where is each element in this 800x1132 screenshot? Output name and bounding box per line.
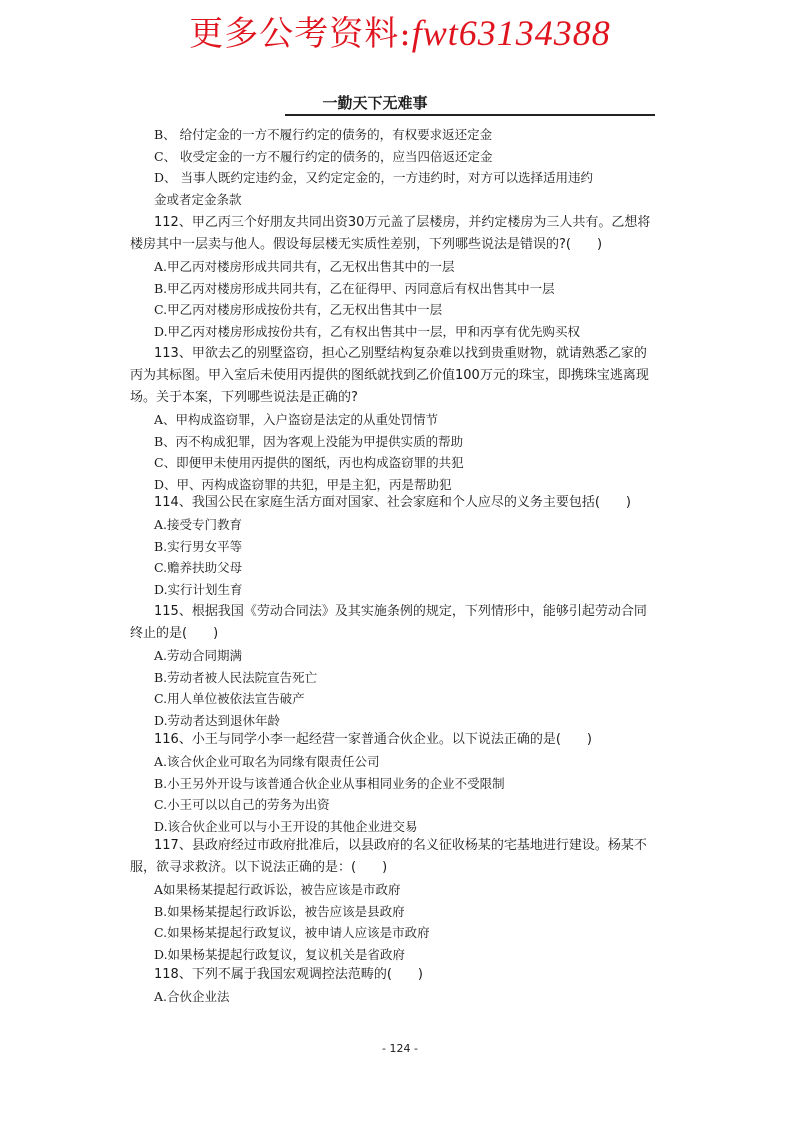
option-d: D.如果杨某提起行政复议，复议机关是省政府 (154, 946, 406, 962)
question-stem: 114、我国公民在家庭生活方面对国家、社会家庭和个人应尽的义务主要包括( ) (154, 495, 631, 510)
question-stem: 113、甲欲去乙的别墅盗窃，担心乙别墅结构复杂难以找到贵重财物，就请熟悉乙家的丙为其标图。甲入室后未使用丙提供的图纸就找到乙价值100万元的珠宝，即携珠宝逃离现场。关于本案，下列哪些说法是正确的? (130, 346, 649, 405)
option-b: B.劳动者被人民法院宣告死亡 (154, 669, 318, 685)
option-a: A.甲乙丙对楼房形成共同共有，乙无权出售其中的一层 (154, 259, 455, 274)
option-c: C、 收受定金的一方不履行约定的债务的，应当四倍返还定金 (154, 148, 493, 164)
option-c: C.用人单位被依法宣告破产 (154, 691, 305, 706)
option-d-continued: 金或者定金条款 (154, 191, 242, 207)
question-117 (130, 835, 655, 965)
question-stem: 118、下列不属于我国宏观调控法范畴的( ) (154, 967, 423, 982)
question-stem: 117、县政府经过市政府批准后，以县政府的名义征收杨某的宅基地进行建设。杨某不服，欲寻求救济。以下说法正确的是：( ) (130, 838, 647, 875)
header-rule (285, 114, 655, 116)
page-number: - 124 - (382, 1042, 418, 1055)
option-b: B.小王另外开设与该普通合伙企业从事相同业务的企业不受限制 (154, 775, 505, 791)
option-b: B、丙不构成犯罪，因为客观上没能为甲提供实质的帮助 (154, 433, 464, 449)
question-113 (130, 343, 655, 495)
question-115 (130, 601, 655, 731)
option-d: D、 当事人既约定违约金，又约定定金的，一方违约时，对方可以选择适用违约 (154, 170, 593, 185)
option-c: C.如果杨某提起行政复议，被申请人应该是市政府 (154, 925, 430, 940)
option-c: C.甲乙丙对楼房形成按份共有，乙无权出售其中一层 (154, 302, 443, 317)
option-d: D.劳动者达到退休年龄 (154, 712, 281, 728)
question-114 (130, 492, 655, 600)
question-stem: 116、小王与同学小李一起经营一家普通合伙企业。以下说法正确的是( ) (154, 732, 592, 747)
question-stem: 112、甲乙丙三个好朋友共同出资30万元盖了层楼房，并约定楼房为三人共有。乙想将楼房其中一层卖与他人。假设每层楼无实质性差别，下列哪些说法是错误的?( ) (130, 215, 651, 252)
option-a: A.合伙企业法 (154, 989, 230, 1004)
option-c: C.小王可以以自己的劳务为出资 (154, 797, 330, 812)
watermark-code: fwt63134388 (411, 13, 611, 53)
option-a: A、甲构成盗窃罪，入户盗窃是法定的从重处罚情节 (154, 412, 439, 427)
question-111-tail (130, 124, 655, 210)
question-stem: 115、根据我国《劳动合同法》及其实施条例的规定，下列情形中，能够引起劳动合同终止的是( ) (130, 604, 647, 641)
option-b: B.甲乙丙对楼房形成共同共有，乙在征得甲、丙同意后有权出售其中一层 (154, 280, 555, 296)
question-118 (130, 964, 655, 1008)
option-a: A.接受专门教育 (154, 517, 243, 532)
option-d: D、甲、丙构成盗窃罪的共犯，甲是主犯，丙是帮助犯 (154, 476, 452, 492)
question-112 (130, 212, 655, 342)
option-b: B.实行男女平等 (154, 538, 243, 554)
watermark-text: 更多公考资料: (189, 14, 412, 54)
option-a: A.劳动合同期满 (154, 648, 243, 663)
option-d: D.实行计划生育 (154, 581, 243, 597)
option-a: A如果杨某提起行政诉讼，被告应该是市政府 (154, 882, 401, 897)
option-c: C.赡养扶助父母 (154, 560, 243, 575)
option-a: A.该合伙企业可取名为同缘有限责任公司 (154, 754, 380, 769)
option-d: D.该合伙企业可以与小王开设的其他企业进交易 (154, 818, 418, 834)
option-d: D.甲乙丙对楼房形成按份共有，乙有权出售其中一层，甲和丙享有优先购买权 (154, 323, 581, 339)
option-c: C、即便甲未使用丙提供的图纸，丙也构成盗窃罪的共犯 (154, 455, 464, 470)
option-b: B、 给付定金的一方不履行约定的债务的，有权要求返还定金 (154, 127, 493, 142)
question-116 (130, 729, 655, 837)
page-header-title: 一勤天下无难事 (322, 94, 428, 112)
option-b: B.如果杨某提起行政诉讼，被告应该是县政府 (154, 903, 405, 919)
watermark (0, 6, 800, 55)
